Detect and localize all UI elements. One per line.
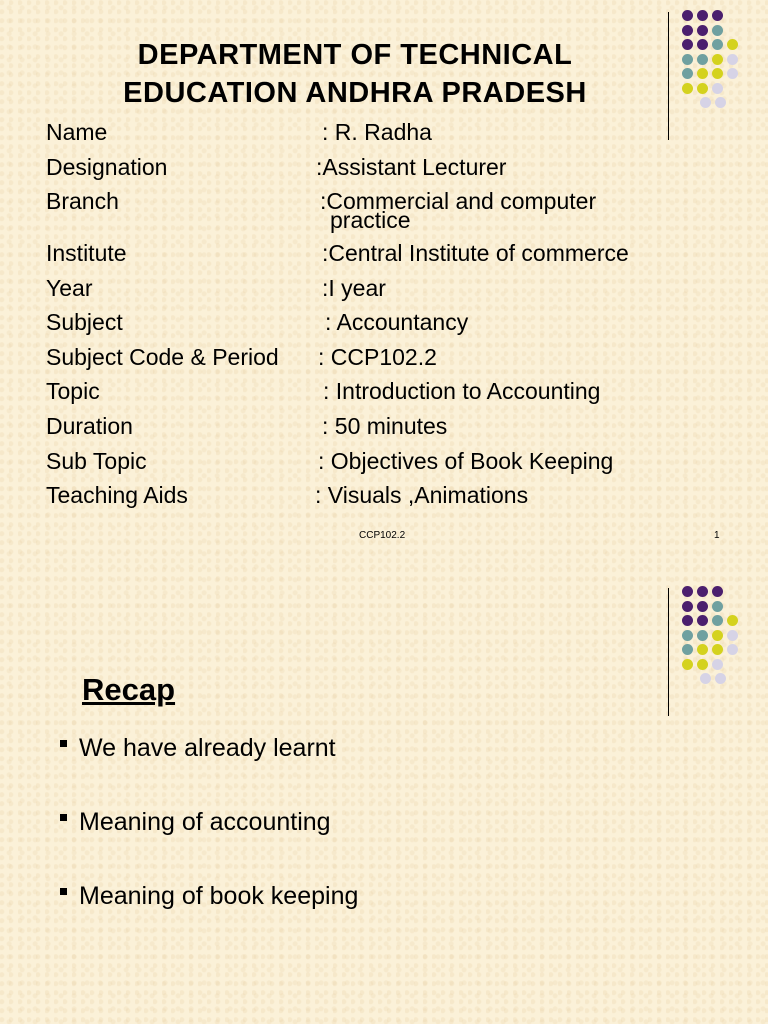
- bullet-text: We have already learnt: [79, 734, 336, 762]
- row-value: :Commercial and computer: [320, 188, 597, 214]
- row-label: Topic: [46, 378, 100, 404]
- bullet-item: [60, 808, 331, 837]
- decorative-dot: [697, 83, 708, 94]
- decorative-dot: [715, 673, 726, 684]
- row-value-continuation: practice: [330, 207, 411, 233]
- section-heading: Recap: [82, 672, 176, 707]
- footer-code: CCP102.2: [359, 530, 406, 541]
- decorative-dot: [712, 10, 723, 21]
- decorative-dot: [682, 630, 693, 641]
- decorative-dot: [682, 601, 693, 612]
- row-value: : 50 minutes: [322, 413, 448, 439]
- decorative-dot: [712, 25, 723, 36]
- decorative-dot: [682, 39, 693, 50]
- dot-decoration: [682, 586, 760, 698]
- decorative-dot: [697, 615, 708, 626]
- decorative-dot: [682, 25, 693, 36]
- row-value: :Assistant Lecturer: [316, 154, 507, 180]
- row-label: Branch: [46, 188, 119, 214]
- decorative-dot: [712, 630, 723, 641]
- decorative-dot: [712, 68, 723, 79]
- decorative-dot: [697, 10, 708, 21]
- row-value: : Visuals ,Animations: [315, 482, 529, 508]
- decorative-dot: [682, 615, 693, 626]
- title-line-1: DEPARTMENT OF TECHNICAL: [137, 39, 573, 71]
- row-value: :I year: [322, 275, 386, 301]
- decorative-dot: [697, 586, 708, 597]
- decorative-dot: [697, 644, 708, 655]
- page-title: [70, 36, 640, 112]
- decorative-dot: [682, 54, 693, 65]
- decorative-dot: [715, 97, 726, 108]
- row-label: Name: [46, 119, 108, 145]
- decorative-dot: [712, 39, 723, 50]
- decorative-dot: [712, 586, 723, 597]
- row-value: : Objectives of Book Keeping: [318, 448, 614, 474]
- decorative-dot: [697, 601, 708, 612]
- decorative-dot: [682, 10, 693, 21]
- decorative-dot: [712, 83, 723, 94]
- row-label: Subject Code & Period: [46, 344, 279, 370]
- decorative-dot: [697, 39, 708, 50]
- row-value: : R. Radha: [322, 119, 432, 145]
- decorative-dot: [727, 68, 738, 79]
- row-value: :Central Institute of commerce: [322, 240, 629, 266]
- dot-decoration: [682, 10, 760, 122]
- row-label: Sub Topic: [46, 448, 147, 474]
- decorative-dot: [712, 659, 723, 670]
- decorative-dot: [682, 586, 693, 597]
- row-label: Year: [46, 275, 93, 301]
- decorative-dot: [727, 644, 738, 655]
- decorative-dot: [712, 644, 723, 655]
- bullet-item: [60, 734, 336, 763]
- decorative-dot: [700, 97, 711, 108]
- bullet-icon: [60, 740, 67, 747]
- decorative-dot: [712, 54, 723, 65]
- row-label: Duration: [46, 413, 133, 439]
- row-value: : Introduction to Accounting: [323, 378, 601, 404]
- decorative-dot: [682, 83, 693, 94]
- page-number: 1: [714, 530, 720, 541]
- divider-line: [668, 588, 669, 716]
- row-value: : CCP102.2: [318, 344, 437, 370]
- title-line-2: EDUCATION ANDHRA PRADESH: [123, 77, 587, 109]
- decorative-dot: [682, 68, 693, 79]
- bullet-text: Meaning of book keeping: [79, 882, 359, 910]
- divider-line: [668, 12, 669, 140]
- decorative-dot: [712, 615, 723, 626]
- row-label: Subject: [46, 309, 123, 335]
- decorative-dot: [697, 630, 708, 641]
- bullet-icon: [60, 888, 67, 895]
- bullet-text: Meaning of accounting: [79, 808, 331, 836]
- decorative-dot: [697, 68, 708, 79]
- decorative-dot: [727, 39, 738, 50]
- decorative-dot: [712, 601, 723, 612]
- decorative-dot: [727, 615, 738, 626]
- decorative-dot: [697, 25, 708, 36]
- decorative-dot: [697, 659, 708, 670]
- row-value: : Accountancy: [325, 309, 469, 335]
- decorative-dot: [700, 673, 711, 684]
- bullet-icon: [60, 814, 67, 821]
- decorative-dot: [682, 644, 693, 655]
- slide-2: [0, 576, 768, 1024]
- bullet-item: [60, 882, 358, 911]
- decorative-dot: [727, 630, 738, 641]
- decorative-dot: [727, 54, 738, 65]
- decorative-dot: [682, 659, 693, 670]
- row-label: Institute: [46, 240, 127, 266]
- decorative-dot: [697, 54, 708, 65]
- row-label: Teaching Aids: [46, 482, 188, 508]
- row-label: Designation: [46, 154, 168, 180]
